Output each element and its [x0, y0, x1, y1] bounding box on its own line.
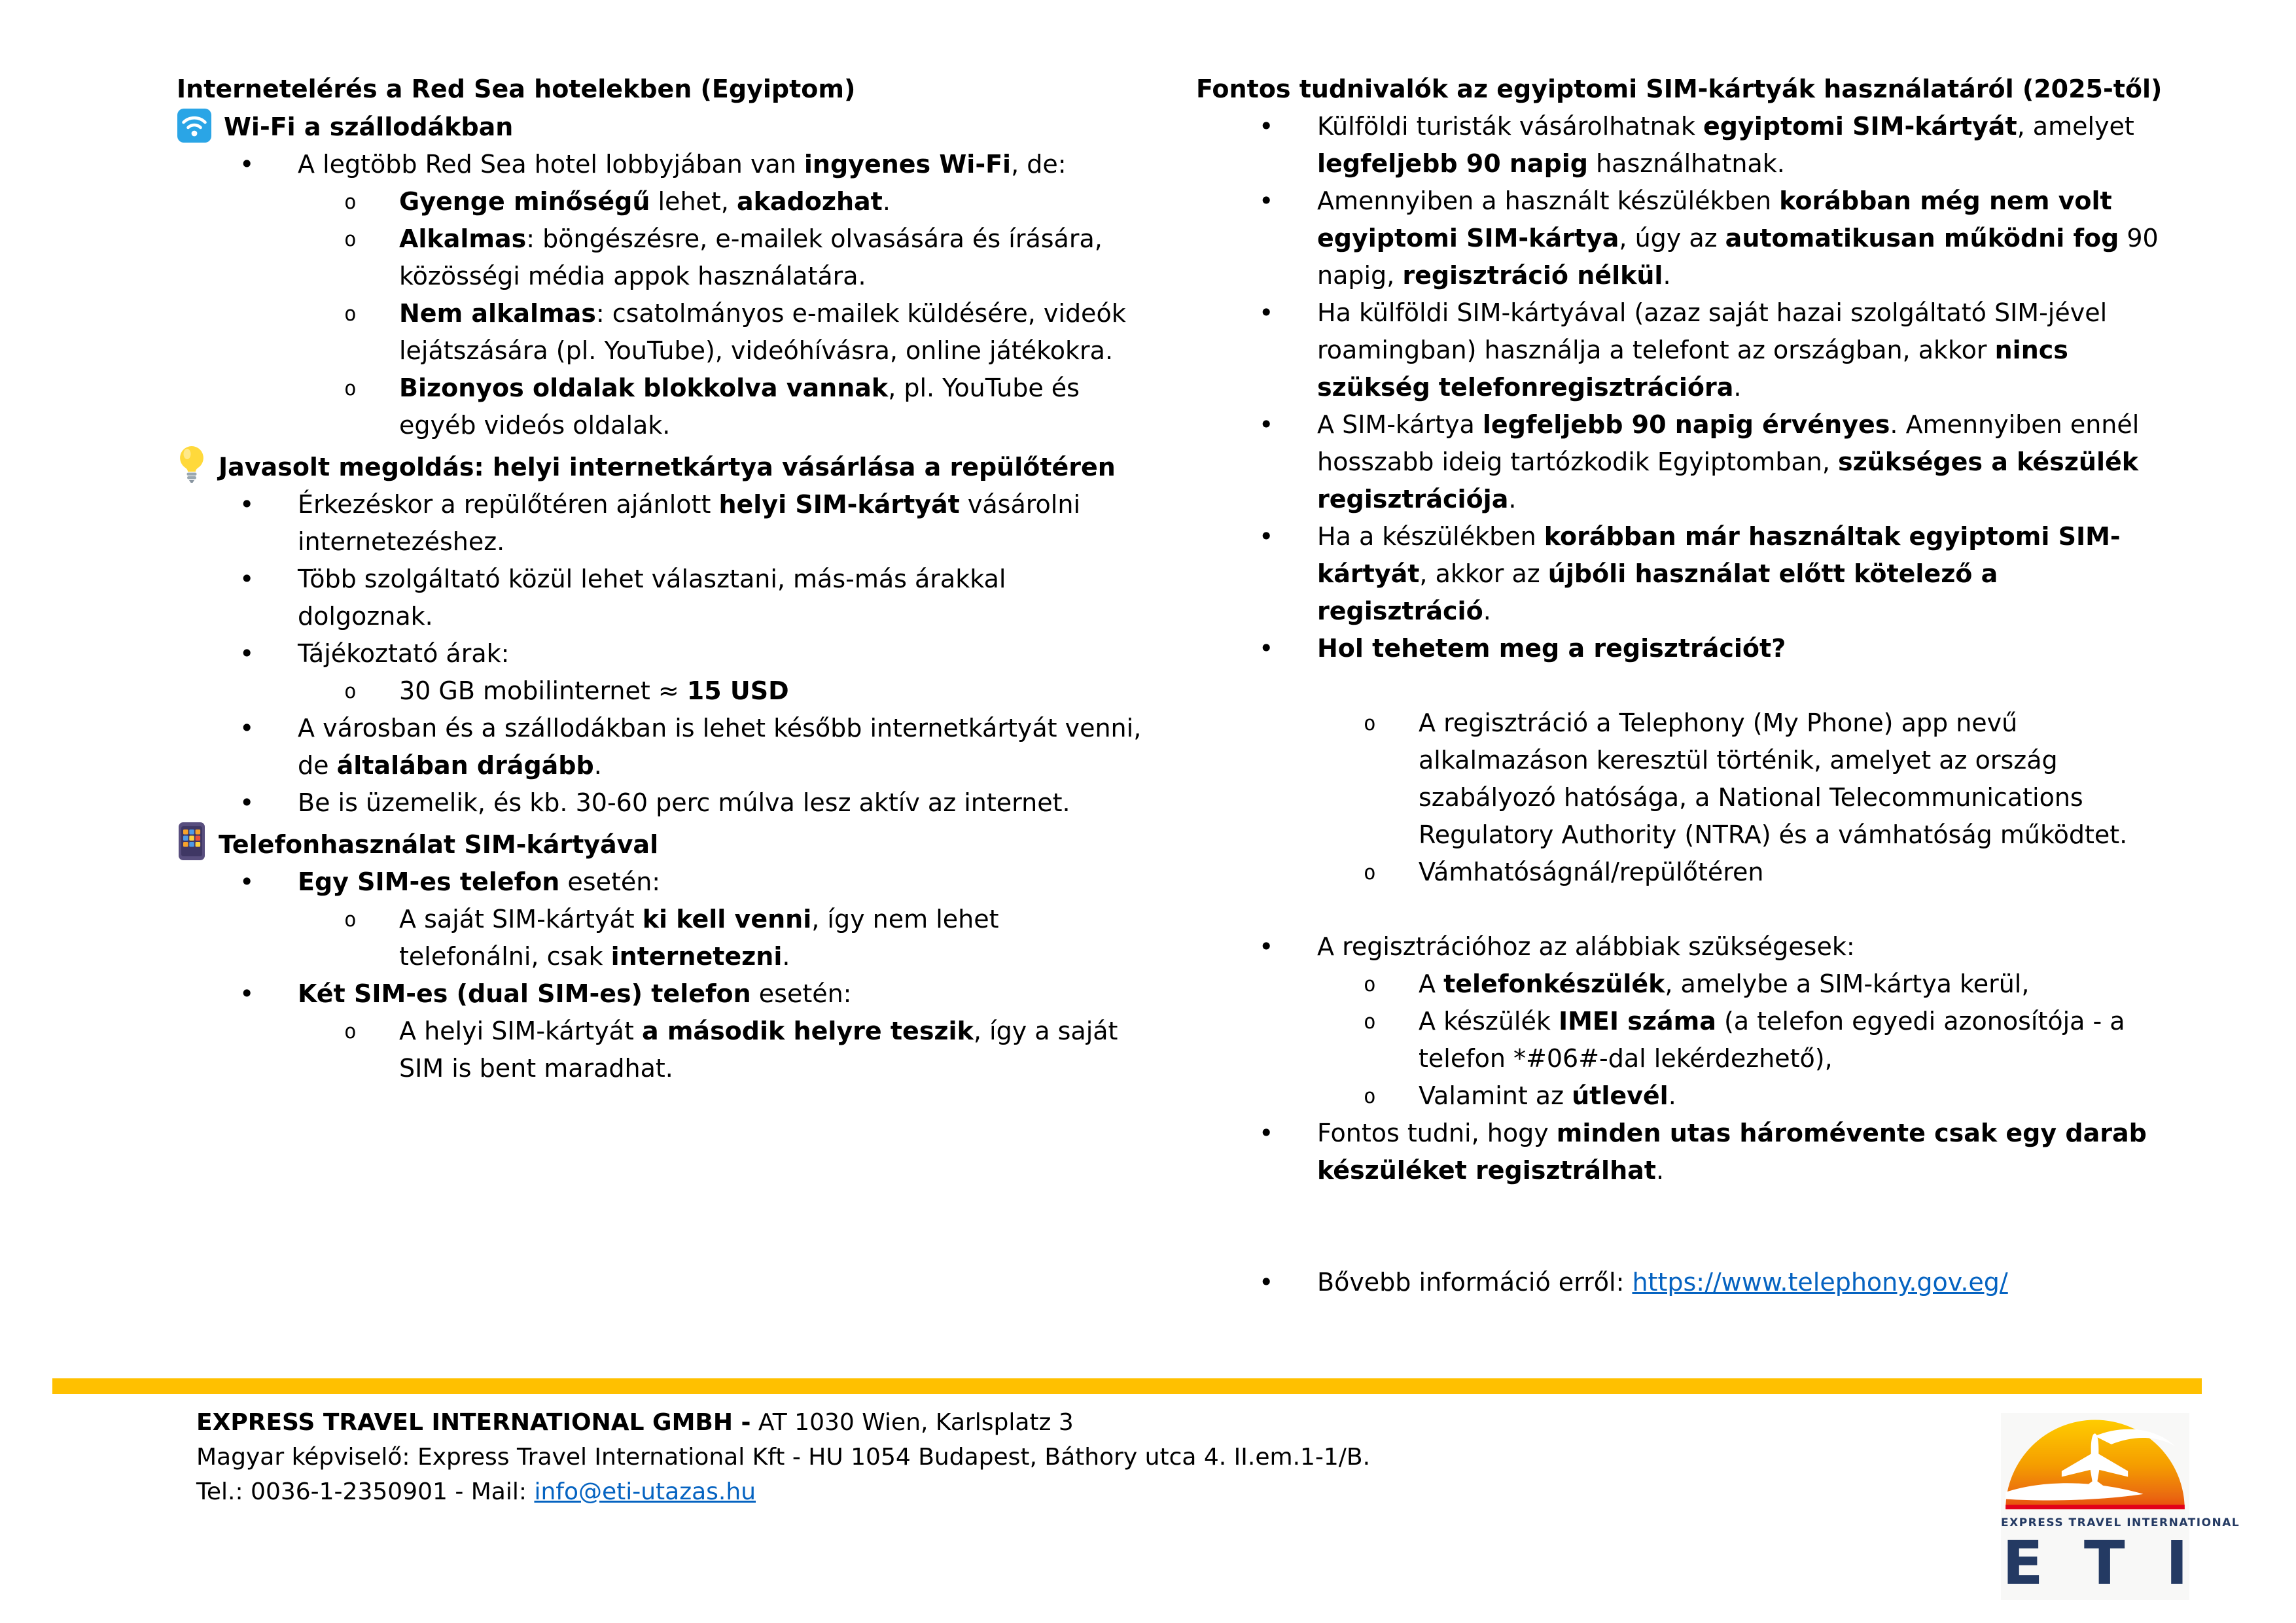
logo-brand-text: EXPRESS TRAVEL INTERNATIONAL	[2001, 1516, 2240, 1529]
list-item-li1	[177, 710, 1145, 784]
list-item-li1	[177, 975, 1145, 1013]
text-run: Ha a készülékben	[1317, 522, 1544, 551]
list-item-li1	[1196, 1115, 2164, 1189]
text-run: . Amennyiben ennél hosszabb ideig tartózkodik Egyiptomban,	[1317, 410, 2140, 476]
lightbulb-icon	[177, 444, 207, 483]
text-run: Be is üzemelik, és kb. 30-60 perc múlva lesz aktív az internet.	[298, 788, 1070, 817]
list-item-li1	[177, 864, 1145, 901]
section-heading	[177, 822, 1145, 864]
text-run: , akkor az	[1419, 559, 1548, 588]
text-run: .	[1668, 1081, 1676, 1110]
text-run: lehet,	[650, 187, 737, 216]
text-run-bold: helyi SIM-kártyát	[718, 490, 960, 519]
text-run: .	[1655, 1156, 1665, 1185]
list-item-li2	[177, 295, 1145, 370]
text-run: .	[882, 187, 891, 216]
text-run-bold: automatikusan működni fog	[1725, 224, 2119, 253]
list-item-li1	[177, 635, 1145, 672]
text-run-bold: Gyenge minőségű	[399, 187, 650, 216]
text-run: .	[782, 942, 790, 971]
list-item-li1	[1196, 518, 2164, 630]
text-run: , amelyet	[2017, 112, 2134, 141]
text-run: 30 GB mobilinternet ≈	[399, 676, 687, 705]
text-run-bold: Két SIM-es (dual SIM-es) telefon	[298, 979, 751, 1008]
list-item-li1	[1196, 108, 2164, 183]
list-item-li2	[177, 901, 1145, 975]
text-run-bold: a második helyre teszik	[641, 1017, 974, 1045]
text-run-bold: regisztráció nélkül	[1402, 261, 1663, 290]
text-run-bold: általában drágább	[336, 751, 594, 780]
text-run-bold: újbóli használat előtt kötelező a regisztráció	[1317, 559, 1998, 625]
text-run-bold: szükséges a készülék regisztrációja	[1317, 447, 2139, 514]
text-run: A városban és a szállodákban is lehet később internetkártyát venni, de	[298, 714, 1142, 780]
text-run: használhatnak.	[1588, 149, 1785, 178]
footer-contact-line	[196, 1475, 1370, 1509]
footer-company-name: EXPRESS TRAVEL INTERNATIONAL GMBH -	[196, 1409, 751, 1436]
wifi-icon	[177, 108, 212, 143]
text-run-bold: egyiptomi SIM-kártyát	[1703, 112, 2017, 141]
text-run: Bővebb információ erről:	[1317, 1268, 1633, 1297]
list-item-li1	[1196, 1264, 2164, 1301]
text-run: : böngészésre, e-mailek olvasására és írására, közösségi média appok használatára.	[399, 224, 1103, 290]
logo-letters: E T I	[2002, 1528, 2188, 1598]
text-run: esetén:	[751, 979, 852, 1008]
list-item-li2	[177, 220, 1145, 295]
text-run: Valamint az	[1419, 1081, 1572, 1110]
footer-company-address: AT 1030 Wien, Karlsplatz 3	[751, 1409, 1074, 1436]
list-item-li1	[177, 784, 1145, 822]
text-run: esetén:	[559, 867, 661, 896]
text-run: (a telefon egyedi azonosítója - a telefon *#06#-dal lekérdezhető),	[1419, 1007, 2125, 1073]
text-run-bold: Bizonyos oldalak blokkolva vannak	[399, 374, 889, 402]
phone-icon	[177, 822, 207, 861]
text-run: Érkezéskor a repülőtéren ajánlott	[298, 490, 719, 519]
footer	[196, 1405, 1370, 1509]
text-run-bold: korábban már használtak egyiptomi SIM-kártyát	[1317, 522, 2121, 588]
text-run-bold: legfeljebb 90 napig érvényes	[1482, 410, 1890, 439]
text-run: vásárolni internetezéshez.	[298, 490, 1081, 556]
list-item-li2	[1196, 854, 2164, 891]
company-logo	[2001, 1413, 2240, 1600]
list-item-li1	[1196, 928, 2164, 966]
footer-representative-line: Magyar képviselő: Express Travel International Kft - HU 1054 Budapest, Báthory utca 4. II.em.1-1/B.	[196, 1444, 1371, 1471]
text-run: , pl. YouTube és egyéb videós oldalak.	[399, 374, 1080, 440]
list-item-li2	[1196, 1077, 2164, 1115]
list-item-li1	[1196, 406, 2164, 518]
text-run: .	[1483, 597, 1491, 625]
list-item-li2	[1196, 966, 2164, 1003]
list-item-li2	[177, 672, 1145, 710]
text-run-bold: nincs szükség telefonregisztrációra	[1317, 336, 2068, 402]
list-item-li1	[1196, 630, 2164, 667]
left-column-blocks	[177, 108, 1145, 1087]
text-run: A legtöbb Red Sea hotel lobbyjában van	[298, 150, 804, 179]
list-item-li1	[1196, 294, 2164, 406]
list-item-li2	[177, 183, 1145, 220]
text-run-bold: Hol tehetem meg a regisztrációt?	[1317, 634, 1786, 663]
footer-email-link[interactable]: info@eti-utazas.hu	[534, 1478, 756, 1505]
list-item-li2	[177, 370, 1145, 444]
section-heading	[177, 108, 1145, 146]
text-run: A regisztrációhoz az alábbiak szükségesek:	[1317, 932, 1855, 961]
text-run: , így nem lehet telefonálni, csak	[399, 905, 999, 971]
footer-company-line	[196, 1405, 1370, 1440]
list-item-li1	[177, 146, 1145, 183]
list-item-li1	[177, 561, 1145, 635]
text-run-bold: minden utas háromévente csak egy darab készüléket regisztrálhat	[1317, 1119, 2147, 1185]
left-column-title: Internetelérés a Red Sea hotelekben (Egyiptom)	[177, 75, 856, 103]
spacer	[1196, 1189, 2164, 1227]
text-run: , amelybe a SIM-kártya kerül,	[1665, 969, 2030, 998]
external-link[interactable]: https://www.telephony.gov.eg/	[1632, 1268, 2008, 1297]
text-run: : csatolmányos e-mailek küldésére, videók lejátszására (pl. YouTube), videóhívásra, online játékokra.	[399, 299, 1126, 365]
text-run: Ha külföldi SIM-kártyával (azaz saját hazai szolgáltató SIM-jével roamingban) használja a telefont az országban, akkor	[1317, 298, 2108, 364]
list-item-li2	[1196, 705, 2164, 854]
text-run: .	[1733, 373, 1742, 402]
text-run-bold: 15 USD	[686, 676, 789, 705]
text-run-bold: Egy SIM-es telefon	[298, 867, 560, 896]
text-run: .	[1508, 485, 1517, 514]
left-column	[177, 71, 1145, 1087]
text-run: .	[1663, 261, 1671, 290]
text-run-bold: legfeljebb 90 napig	[1317, 149, 1588, 178]
text-run: Külföldi turisták vásárolhatnak	[1317, 112, 1704, 141]
text-run: A	[1419, 969, 1444, 998]
spacer	[1196, 891, 2164, 928]
text-run-bold: ki kell venni	[642, 905, 812, 934]
text-run: Amennyiben a használt készülékben	[1317, 186, 1780, 215]
text-run: Több szolgáltató közül lehet választani, más-más árakkal dolgoznak.	[298, 565, 1006, 631]
text-run-bold: akadozhat	[736, 187, 883, 216]
text-run: , így a saját SIM is bent maradhat.	[399, 1017, 1118, 1083]
text-run: .	[593, 751, 602, 780]
text-run-bold: korábban még nem volt egyiptomi SIM-kártya	[1317, 186, 2112, 253]
text-run: A saját SIM-kártyát	[399, 905, 643, 934]
text-run: Fontos tudni, hogy	[1317, 1119, 1557, 1147]
text-run-bold: internetezni	[610, 942, 783, 971]
right-column-title: Fontos tudnivalók az egyiptomi SIM-kártyák használatáról (2025-től)	[1196, 75, 2163, 103]
text-run: Vámhatóságnál/repülőtéren	[1419, 858, 1764, 886]
text-run-bold: Alkalmas	[399, 224, 527, 253]
list-item-li1	[177, 486, 1145, 561]
text-run-bold: Telefonhasználat SIM-kártyával	[219, 830, 659, 859]
text-run-bold: Nem alkalmas	[399, 299, 596, 328]
list-item-li2	[177, 1013, 1145, 1087]
text-run: , de:	[1011, 150, 1067, 179]
text-run-bold: telefonkészülék	[1443, 969, 1665, 998]
text-run: A helyi SIM-kártyát	[399, 1017, 642, 1045]
text-run: , úgy az	[1619, 224, 1725, 253]
text-run: 90 napig,	[1317, 224, 2159, 290]
text-run: A SIM-kártya	[1317, 410, 1483, 439]
text-run-bold: Javasolt megoldás: helyi internetkártya vásárlása a repülőtéren	[219, 453, 1116, 481]
text-run-bold: ingyenes Wi-Fi	[804, 150, 1012, 179]
footer-phone: Tel.: 0036-1-2350901 - Mail:	[196, 1478, 535, 1505]
list-item-li1	[1196, 183, 2164, 294]
text-run: Tájékoztató árak:	[298, 639, 510, 668]
text-run-bold: IMEI száma	[1558, 1007, 1716, 1036]
right-column	[1196, 71, 2164, 1301]
spacer	[1196, 667, 2164, 705]
section-heading	[177, 444, 1145, 486]
list-item-li2	[1196, 1003, 2164, 1077]
logo-sun-plane-graphic	[2004, 1417, 2186, 1514]
text-run-bold: útlevél	[1572, 1081, 1669, 1110]
right-column-blocks	[1196, 108, 2164, 1301]
spacer	[1196, 1227, 2164, 1264]
text-run: A regisztráció a Telephony (My Phone) app nevű alkalmazáson keresztül történik, amelyet az ország szabályozó hatósága, a National Telecommunications Regulatory Authority (NTRA) és a vámhatóság működtet.	[1419, 708, 2128, 849]
text-run-bold: Wi-Fi a szállodákban	[224, 113, 514, 141]
footer-accent-bar	[52, 1378, 2202, 1394]
text-run: A készülék	[1419, 1007, 1559, 1036]
